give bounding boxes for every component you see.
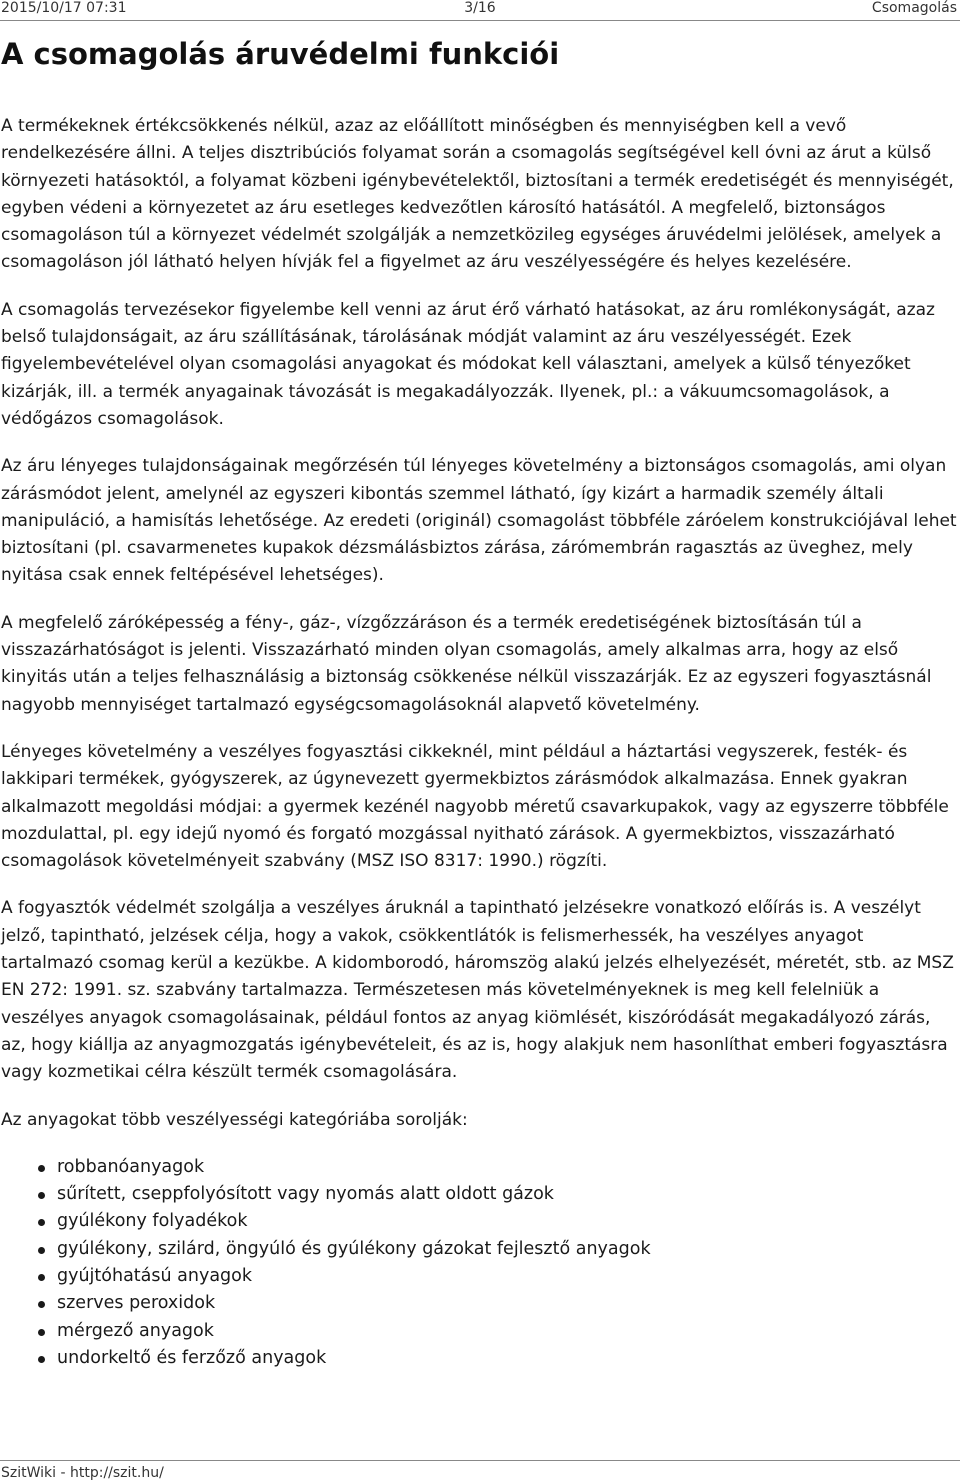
list-item: robbanóanyagok [57,1154,959,1181]
paragraph-intro: A termékeknek értékcsökkenés nélkül, azaz az előállított minőségben és mennyiségben kell a vevő rendelkezésére állni. A teljes disztribúciós folyamat során a csomagolás segítségével kell óvni az árut a külső környezeti hatásoktól, a folyamat közbeni igénybevételektől, biztosítani a termék eredetiségét és mennyiségét, egyben védeni a környezetet az áru esetleges kedvezőtlen károsító hatásától. A megfelelő, biztonságos csomagoláson túl a környezet védelmét szolgálják a nemzetközileg egységes áruvédelmi jelölések, amelyek a csomagoláson jól látható helyen hívják fel a figyelmet az áru veszélyességére és helyes kezelésére. [1,116,954,273]
list-item: gyúlékony, szilárd, öngyúló és gyúlékony gázokat fejlesztő anyagok [57,1236,959,1263]
list-item: gyújtóhatású anyagok [57,1263,959,1290]
page-title: A csomagolás áruvédelmi funkciói [1,37,560,71]
paragraph-design: A csomagolás tervezésekor figyelembe kell venni az árut érő várható hatásokat, az áru romlékonyságát, azaz belső tulajdonságait, az áru szállításának, tárolásának módját valamint az áru veszélyességét. Ezek figyelembevételével olyan csomagolási anyagokat és módokat kell választani, amelyek a külső tényezőket kizárják, ill. a termék anyagainak távozását is megakadályozzák. Ilyenek, pl.: a vákuumcsomagolások, a védőgázos csomagolások. [1,299,935,429]
paragraph-safe-closure: Az áru lényeges tulajdonságainak megőrzésén túl lényeges követelmény a biztonságos csomagolás, ami olyan zárásmódot jelent, amelynél az egyszeri kibontás szemmel látható, így kizárt a harmadik személy általi manipuláció, a hamisítás lehetősége. Az eredeti (originál) csomagolást többféle záróelem konstrukciójával lehet biztosítani (pl. csavarmenetes kupakok dézsmálásbiztos zárása, zárómembrán ragasztás az üveghez, mely nyitása csak ennek feltépésével lehetséges). [1,456,957,586]
page-footer [0,1460,960,1484]
paragraph-tactile: A fogyasztók védelmét szolgálja a veszélyes áruknál a tapintható jelzésekre vonatkozó előírás is. A veszélyt jelző, tapintható, jelzések célja, hogy a vakok, csökkentlátók is felismerhessék, ha veszélyes anyagot tartalmazó csomag kerül a kezükbe. A kidomborodó, háromszög alakú jelzés elhelyezését, méretét, stb. az MSZ EN 272: 1991. sz. szabvány tartalmazza. Természetesen más követelményeknek is meg kell felelniük a veszélyes anyagok csomagolásainak, például fontos az anyag kiömlését, kiszóródását megakadályozó zárás, az, hogy kiállja az anyagmozgatás igénybevételeit, és az is, hogy alakjuk nem hasonlíthat emberi fogyasztásra vagy kozmetikai célra készült termék csomagolására. [1,898,954,1083]
header-date: 2015/10/17 07:31 [1,0,127,16]
main-content [1,34,959,1372]
paragraph-categories-intro: Az anyagokat több veszélyességi kategóriába sorolják: [1,1109,468,1130]
footer-text: SzitWiki - http://szit.hu/ [1,1465,164,1481]
paragraph-reclosable: A megfelelő záróképesség a fény-, gáz-, vízgőzzáráson és a termék eredetiségének biztosításán túl a visszazárhatóságot is jelenti. Visszazárható minden olyan csomagolás, amely alkalmas arra, hogy az első kinyitás után a teljes felhasználásig a biztonság csökkenése nélkül visszazárják. Ez az egyszeri fogyasztásnál nagyobb mennyiséget tartalmazó egységcsomagolásoknál alapvető követelmény. [1,612,932,715]
hazard-category-list [1,1154,959,1372]
list-item: szerves peroxidok [57,1290,959,1317]
paragraph-child-proof: Lényeges követelmény a veszélyes fogyasztási cikkeknél, mint például a háztartási vegyszerek, festék- és lakkipari termékek, gyógyszerek, az úgynevezett gyermekbiztos zárásmódok alkalmazása. Ennek gyakran alkalmazott megoldási módjai: a gyermek kezénél nagyobb méretű csavarkupakok, vagy az egyszerre többféle mozdulattal, pl. egy idejű nyomó és forgató mozgással nyitható zárások. A gyermekbiztos, visszazárható csomagolások követelményeit szabvány (MSZ ISO 8317: 1990.) rögzíti. [1,741,949,872]
header-doc-title: Csomagolás [871,0,957,16]
list-item: undorkeltő és ferzőző anyagok [57,1345,959,1372]
body-text [1,113,959,1134]
page-header [0,0,960,21]
list-item: gyúlékony folyadékok [57,1208,959,1235]
header-page-number: 3/16 [464,0,496,16]
list-item: mérgező anyagok [57,1318,959,1345]
list-item: sűrített, cseppfolyósított vagy nyomás alatt oldott gázok [57,1181,959,1208]
